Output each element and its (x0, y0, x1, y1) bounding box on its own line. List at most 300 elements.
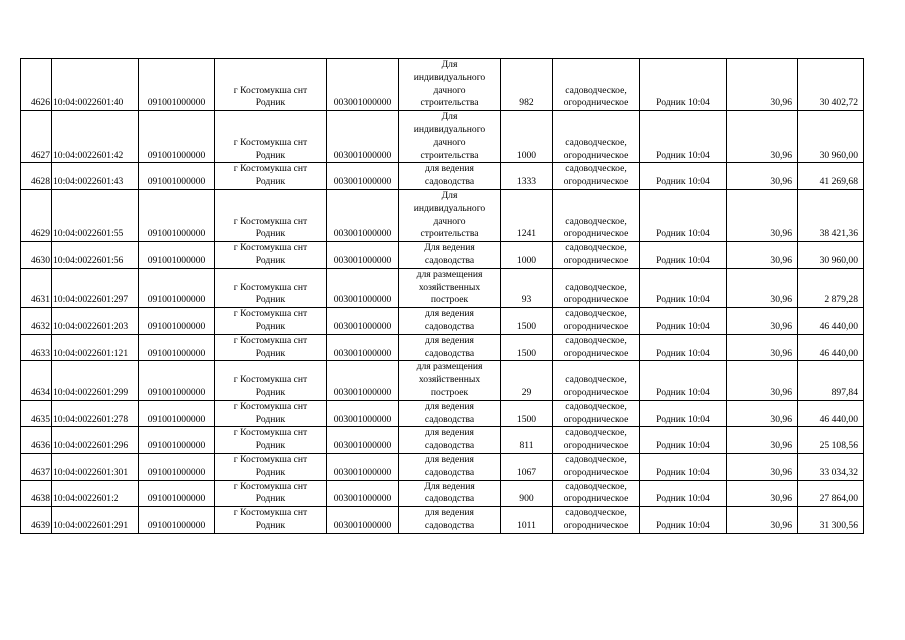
oktmo-code-cell (139, 400, 215, 427)
table-body (21, 59, 864, 534)
area-cell-text: 29 (521, 386, 532, 398)
permitted-use-cell-text: Для индивидуального дачного строительства (413, 189, 486, 240)
land-category-cell (553, 361, 640, 400)
group-code-cell (327, 268, 399, 307)
address-cell-text: г Костомукша снт Родник (233, 163, 308, 188)
cadastral-value-cell (798, 59, 864, 111)
valuation-zone-cell-text: Родник 10:04 (656, 519, 710, 531)
table-row (21, 163, 864, 190)
land-category-cell-text: садоводческое, огородническое (563, 215, 629, 240)
land-category-cell-text: садоводческое, огородническое (563, 507, 629, 531)
oktmo-code-cell-text: 091001000000 (147, 519, 206, 531)
area-cell (501, 189, 553, 241)
row-number-cell (21, 334, 52, 361)
land-category-cell (553, 453, 640, 480)
row-number-cell-text: 4635 (30, 413, 50, 425)
group-code-cell (327, 111, 399, 163)
land-category-cell (553, 59, 640, 111)
cadastral-number-cell-text: 10:04:0022601:43 (53, 176, 124, 188)
row-number-cell (21, 242, 52, 269)
permitted-use-cell (399, 163, 501, 190)
cadastral-number-cell (52, 308, 139, 335)
cadastral-number-cell (52, 480, 139, 507)
cadastral-value-cell-text: 30 402,72 (819, 97, 858, 109)
permitted-use-cell-text: Для ведения садоводства (424, 480, 475, 505)
valuation-zone-cell-text: Родник 10:04 (656, 176, 710, 188)
valuation-zone-cell (640, 163, 727, 190)
cadastral-number-cell-text: 10:04:0022601:296 (53, 440, 129, 452)
group-code-cell-text: 003001000000 (333, 97, 392, 109)
group-code-cell-text: 003001000000 (333, 254, 392, 266)
table-row (21, 189, 864, 241)
area-cell (501, 400, 553, 427)
address-cell (215, 361, 327, 400)
permitted-use-cell (399, 453, 501, 480)
valuation-zone-cell-text: Родник 10:04 (656, 466, 710, 478)
specific-value-cell-text: 30,96 (770, 254, 792, 266)
specific-value-cell (727, 427, 798, 454)
oktmo-code-cell-text: 091001000000 (147, 440, 206, 452)
address-cell-text: г Костомукша снт Родник (233, 427, 308, 452)
group-code-cell-text: 003001000000 (333, 519, 392, 531)
table-row (21, 111, 864, 163)
oktmo-code-cell-text: 091001000000 (147, 493, 206, 505)
area-cell-text: 900 (519, 493, 534, 505)
table-row (21, 507, 864, 534)
address-cell-text: г Костомукша снт Родник (233, 308, 308, 332)
valuation-zone-cell (640, 427, 727, 454)
cadastral-number-cell-text: 10:04:0022601:121 (53, 347, 129, 359)
specific-value-cell (727, 480, 798, 507)
valuation-zone-cell-text: Родник 10:04 (656, 386, 710, 398)
specific-value-cell-text: 30,96 (770, 228, 792, 240)
oktmo-code-cell-text: 091001000000 (147, 97, 206, 109)
row-number-cell-text: 4628 (30, 176, 50, 188)
area-cell-text: 1500 (516, 320, 537, 332)
row-number-cell-text: 4627 (30, 149, 50, 161)
cadastral-number-cell (52, 163, 139, 190)
cadastral-number-cell-text: 10:04:0022601:297 (53, 294, 129, 306)
valuation-zone-cell (640, 361, 727, 400)
group-code-cell-text: 003001000000 (333, 347, 392, 359)
specific-value-cell (727, 361, 798, 400)
table-row (21, 59, 864, 111)
cadastral-number-cell (52, 59, 139, 111)
cadastral-number-cell (52, 242, 139, 269)
specific-value-cell-text: 30,96 (770, 386, 792, 398)
cadastral-number-cell-text: 10:04:0022601:55 (53, 228, 124, 240)
oktmo-code-cell-text: 091001000000 (147, 347, 206, 359)
land-category-cell-text: садоводческое, огородническое (563, 427, 629, 452)
group-code-cell-text: 003001000000 (333, 466, 392, 478)
land-category-cell (553, 111, 640, 163)
address-cell-text: г Костомукша снт Родник (233, 480, 308, 505)
cadastral-value-cell-text: 46 440,00 (819, 320, 858, 332)
permitted-use-cell (399, 361, 501, 400)
area-cell (501, 268, 553, 307)
group-code-cell-text: 003001000000 (333, 493, 392, 505)
valuation-zone-cell-text: Родник 10:04 (656, 254, 710, 266)
group-code-cell-text: 003001000000 (333, 440, 392, 452)
land-category-cell-text: садоводческое, огородническое (563, 242, 629, 266)
cadastral-number-cell (52, 189, 139, 241)
group-code-cell (327, 163, 399, 190)
permitted-use-cell-text: для ведения садоводства (424, 163, 475, 188)
cadastral-value-cell (798, 163, 864, 190)
oktmo-code-cell-text: 091001000000 (147, 320, 206, 332)
oktmo-code-cell (139, 268, 215, 307)
row-number-cell-text: 4630 (30, 254, 50, 266)
address-cell (215, 453, 327, 480)
cadastral-number-cell-text: 10:04:0022601:56 (53, 254, 124, 266)
area-cell-text: 982 (519, 97, 534, 109)
row-number-cell-text: 4633 (30, 347, 50, 359)
row-number-cell-text: 4626 (30, 97, 50, 109)
specific-value-cell (727, 400, 798, 427)
oktmo-code-cell (139, 453, 215, 480)
specific-value-cell-text: 30,96 (770, 320, 792, 332)
area-cell-text: 1067 (516, 466, 537, 478)
group-code-cell (327, 59, 399, 111)
area-cell-text: 93 (521, 294, 532, 306)
land-category-cell (553, 507, 640, 534)
cadastral-number-cell (52, 268, 139, 307)
oktmo-code-cell-text: 091001000000 (147, 149, 206, 161)
valuation-zone-cell-text: Родник 10:04 (656, 320, 710, 332)
specific-value-cell (727, 242, 798, 269)
row-number-cell (21, 453, 52, 480)
oktmo-code-cell-text: 091001000000 (147, 228, 206, 240)
cadastral-value-cell-text: 46 440,00 (819, 347, 858, 359)
cadastral-value-cell (798, 268, 864, 307)
land-category-cell (553, 480, 640, 507)
valuation-zone-cell (640, 334, 727, 361)
row-number-cell (21, 111, 52, 163)
table-row (21, 480, 864, 507)
row-number-cell-text: 4639 (30, 519, 50, 531)
oktmo-code-cell (139, 480, 215, 507)
row-number-cell (21, 480, 52, 507)
oktmo-code-cell (139, 361, 215, 400)
land-category-cell-text: садоводческое, огородническое (563, 84, 629, 109)
table-row (21, 361, 864, 400)
cadastral-value-cell-text: 46 440,00 (819, 413, 858, 425)
row-number-cell (21, 268, 52, 307)
oktmo-code-cell (139, 189, 215, 241)
address-cell (215, 268, 327, 307)
specific-value-cell-text: 30,96 (770, 413, 792, 425)
address-cell (215, 400, 327, 427)
row-number-cell-text: 4636 (30, 440, 50, 452)
specific-value-cell (727, 334, 798, 361)
row-number-cell-text: 4637 (30, 466, 50, 478)
oktmo-code-cell (139, 59, 215, 111)
land-category-cell (553, 334, 640, 361)
cadastral-value-cell (798, 507, 864, 534)
cadastral-number-cell-text: 10:04:0022601:40 (53, 97, 124, 109)
permitted-use-cell-text: Для ведения садоводства (424, 242, 475, 266)
land-category-cell-text: садоводческое, огородническое (563, 163, 629, 188)
area-cell (501, 453, 553, 480)
table-row (21, 400, 864, 427)
specific-value-cell-text: 30,96 (770, 149, 792, 161)
group-code-cell (327, 453, 399, 480)
address-cell (215, 308, 327, 335)
group-code-cell-text: 003001000000 (333, 149, 392, 161)
cadastral-number-cell-text: 10:04:0022601:299 (53, 386, 129, 398)
table-row (21, 268, 864, 307)
permitted-use-cell (399, 480, 501, 507)
valuation-zone-cell (640, 189, 727, 241)
land-category-cell (553, 189, 640, 241)
valuation-zone-cell-text: Родник 10:04 (656, 97, 710, 109)
address-cell (215, 480, 327, 507)
cadastral-number-cell (52, 334, 139, 361)
area-cell (501, 427, 553, 454)
oktmo-code-cell (139, 163, 215, 190)
oktmo-code-cell (139, 242, 215, 269)
cadastral-number-cell-text: 10:04:0022601:203 (53, 320, 129, 332)
group-code-cell (327, 334, 399, 361)
area-cell-text: 1241 (516, 228, 537, 240)
land-category-cell-text: садоводческое, огородническое (563, 374, 629, 398)
area-cell (501, 507, 553, 534)
valuation-zone-cell (640, 111, 727, 163)
cadastral-number-cell (52, 453, 139, 480)
permitted-use-cell (399, 308, 501, 335)
cadastral-number-cell (52, 361, 139, 400)
specific-value-cell-text: 30,96 (770, 176, 792, 188)
permitted-use-cell (399, 268, 501, 307)
address-cell (215, 242, 327, 269)
valuation-zone-cell-text: Родник 10:04 (656, 228, 710, 240)
land-category-cell-text: садоводческое, огородническое (563, 453, 629, 478)
group-code-cell (327, 400, 399, 427)
permitted-use-cell-text: для ведения садоводства (424, 400, 475, 425)
permitted-use-cell (399, 427, 501, 454)
oktmo-code-cell (139, 308, 215, 335)
area-cell (501, 308, 553, 335)
group-code-cell-text: 003001000000 (333, 176, 392, 188)
valuation-zone-cell-text: Родник 10:04 (656, 149, 710, 161)
oktmo-code-cell-text: 091001000000 (147, 294, 206, 306)
cadastral-number-cell (52, 111, 139, 163)
row-number-cell-text: 4638 (30, 493, 50, 505)
group-code-cell (327, 308, 399, 335)
permitted-use-cell (399, 400, 501, 427)
cadastral-value-cell (798, 480, 864, 507)
address-cell-text: г Костомукша снт Родник (233, 136, 308, 161)
address-cell-text: г Костомукша снт Родник (233, 84, 308, 109)
address-cell (215, 507, 327, 534)
address-cell (215, 59, 327, 111)
address-cell-text: г Костомукша снт Родник (233, 281, 308, 306)
land-category-cell-text: садоводческое, огородническое (563, 281, 629, 306)
permitted-use-cell (399, 111, 501, 163)
permitted-use-cell (399, 189, 501, 241)
table-row (21, 453, 864, 480)
land-registry-table (20, 58, 864, 534)
cadastral-number-cell-text: 10:04:0022601:291 (53, 519, 129, 531)
permitted-use-cell (399, 507, 501, 534)
permitted-use-cell (399, 242, 501, 269)
cadastral-value-cell (798, 453, 864, 480)
address-cell-text: г Костомукша снт Родник (233, 453, 308, 478)
address-cell-text: г Костомукша снт Родник (233, 400, 308, 425)
specific-value-cell (727, 308, 798, 335)
specific-value-cell (727, 507, 798, 534)
permitted-use-cell-text: для ведения садоводства (424, 507, 475, 531)
area-cell-text: 811 (519, 440, 534, 452)
row-number-cell (21, 59, 52, 111)
oktmo-code-cell-text: 091001000000 (147, 413, 206, 425)
address-cell-text: г Костомукша снт Родник (233, 334, 308, 359)
row-number-cell (21, 427, 52, 454)
oktmo-code-cell (139, 334, 215, 361)
permitted-use-cell-text: для ведения садоводства (424, 308, 475, 332)
area-cell-text: 1011 (517, 519, 536, 531)
table-row (21, 308, 864, 335)
cadastral-value-cell-text: 30 960,00 (819, 254, 858, 266)
address-cell-text: г Костомукша снт Родник (233, 374, 308, 398)
row-number-cell-text: 4632 (30, 320, 50, 332)
row-number-cell (21, 507, 52, 534)
area-cell-text: 1500 (516, 347, 537, 359)
specific-value-cell (727, 453, 798, 480)
table-row (21, 242, 864, 269)
group-code-cell-text: 003001000000 (333, 386, 392, 398)
permitted-use-cell-text: для ведения садоводства (424, 334, 475, 359)
valuation-zone-cell (640, 268, 727, 307)
permitted-use-cell-text: Для индивидуального дачного строительства (413, 111, 486, 161)
row-number-cell-text: 4634 (30, 386, 50, 398)
address-cell-text: г Костомукша снт Родник (233, 242, 308, 266)
specific-value-cell (727, 59, 798, 111)
cadastral-number-cell (52, 427, 139, 454)
specific-value-cell-text: 30,96 (770, 97, 792, 109)
oktmo-code-cell (139, 427, 215, 454)
cadastral-value-cell-text: 25 108,56 (819, 440, 858, 452)
area-cell (501, 111, 553, 163)
group-code-cell (327, 242, 399, 269)
area-cell (501, 59, 553, 111)
row-number-cell-text: 4629 (30, 228, 50, 240)
permitted-use-cell-text: для ведения садоводства (424, 427, 475, 452)
cadastral-value-cell (798, 111, 864, 163)
oktmo-code-cell (139, 507, 215, 534)
cadastral-value-cell (798, 242, 864, 269)
land-category-cell (553, 163, 640, 190)
specific-value-cell (727, 163, 798, 190)
land-category-cell-text: садоводческое, огородническое (563, 136, 629, 161)
permitted-use-cell-text: для ведения садоводства (424, 453, 475, 478)
group-code-cell (327, 189, 399, 241)
specific-value-cell-text: 30,96 (770, 493, 792, 505)
land-category-cell (553, 400, 640, 427)
cadastral-value-cell-text: 2 879,28 (824, 294, 858, 306)
cadastral-value-cell (798, 361, 864, 400)
permitted-use-cell (399, 59, 501, 111)
area-cell-text: 1500 (516, 413, 537, 425)
specific-value-cell-text: 30,96 (770, 519, 792, 531)
address-cell-text: г Костомукша снт Родник (233, 215, 308, 240)
address-cell-text: г Костомукша снт Родник (233, 507, 308, 531)
valuation-zone-cell-text: Родник 10:04 (656, 493, 710, 505)
group-code-cell-text: 003001000000 (333, 228, 392, 240)
land-category-cell-text: садоводческое, огородническое (563, 308, 629, 332)
cadastral-value-cell (798, 400, 864, 427)
land-category-cell (553, 242, 640, 269)
group-code-cell (327, 427, 399, 454)
cadastral-number-cell-text: 10:04:0022601:301 (53, 466, 129, 478)
address-cell (215, 334, 327, 361)
row-number-cell-text: 4631 (30, 294, 50, 306)
area-cell-text: 1333 (516, 176, 537, 188)
oktmo-code-cell (139, 111, 215, 163)
cadastral-value-cell (798, 334, 864, 361)
address-cell (215, 427, 327, 454)
row-number-cell (21, 163, 52, 190)
valuation-zone-cell-text: Родник 10:04 (656, 347, 710, 359)
specific-value-cell (727, 111, 798, 163)
land-category-cell-text: садоводческое, огородническое (563, 480, 629, 505)
cadastral-number-cell-text: 10:04:0022601:2 (53, 493, 119, 505)
oktmo-code-cell-text: 091001000000 (147, 176, 206, 188)
land-category-cell-text: садоводческое, огородническое (563, 400, 629, 425)
row-number-cell (21, 189, 52, 241)
valuation-zone-cell (640, 242, 727, 269)
land-category-cell (553, 427, 640, 454)
valuation-zone-cell (640, 453, 727, 480)
cadastral-value-cell-text: 30 960,00 (819, 149, 858, 161)
valuation-zone-cell (640, 308, 727, 335)
specific-value-cell-text: 30,96 (770, 440, 792, 452)
cadastral-value-cell-text: 33 034,32 (819, 466, 858, 478)
specific-value-cell-text: 30,96 (770, 466, 792, 478)
cadastral-value-cell-text: 41 269,68 (819, 176, 858, 188)
cadastral-number-cell-text: 10:04:0022601:42 (53, 149, 124, 161)
row-number-cell (21, 361, 52, 400)
address-cell (215, 189, 327, 241)
row-number-cell (21, 400, 52, 427)
specific-value-cell (727, 189, 798, 241)
valuation-zone-cell-text: Родник 10:04 (656, 413, 710, 425)
area-cell-text: 1000 (516, 149, 537, 161)
cadastral-value-cell (798, 308, 864, 335)
address-cell (215, 111, 327, 163)
valuation-zone-cell-text: Родник 10:04 (656, 294, 710, 306)
group-code-cell (327, 361, 399, 400)
valuation-zone-cell (640, 507, 727, 534)
oktmo-code-cell-text: 091001000000 (147, 386, 206, 398)
area-cell (501, 361, 553, 400)
group-code-cell-text: 003001000000 (333, 294, 392, 306)
table-row (21, 334, 864, 361)
cadastral-number-cell (52, 507, 139, 534)
permitted-use-cell-text: для размещения хозяйственных построек (416, 361, 483, 398)
permitted-use-cell-text: для размещения хозяйственных построек (416, 268, 483, 306)
table-row (21, 427, 864, 454)
valuation-zone-cell (640, 480, 727, 507)
valuation-zone-cell (640, 59, 727, 111)
cadastral-number-cell-text: 10:04:0022601:278 (53, 413, 129, 425)
cadastral-number-cell (52, 400, 139, 427)
group-code-cell-text: 003001000000 (333, 320, 392, 332)
cadastral-value-cell (798, 189, 864, 241)
cadastral-value-cell-text: 897,84 (831, 386, 858, 398)
group-code-cell-text: 003001000000 (333, 413, 392, 425)
specific-value-cell-text: 30,96 (770, 294, 792, 306)
